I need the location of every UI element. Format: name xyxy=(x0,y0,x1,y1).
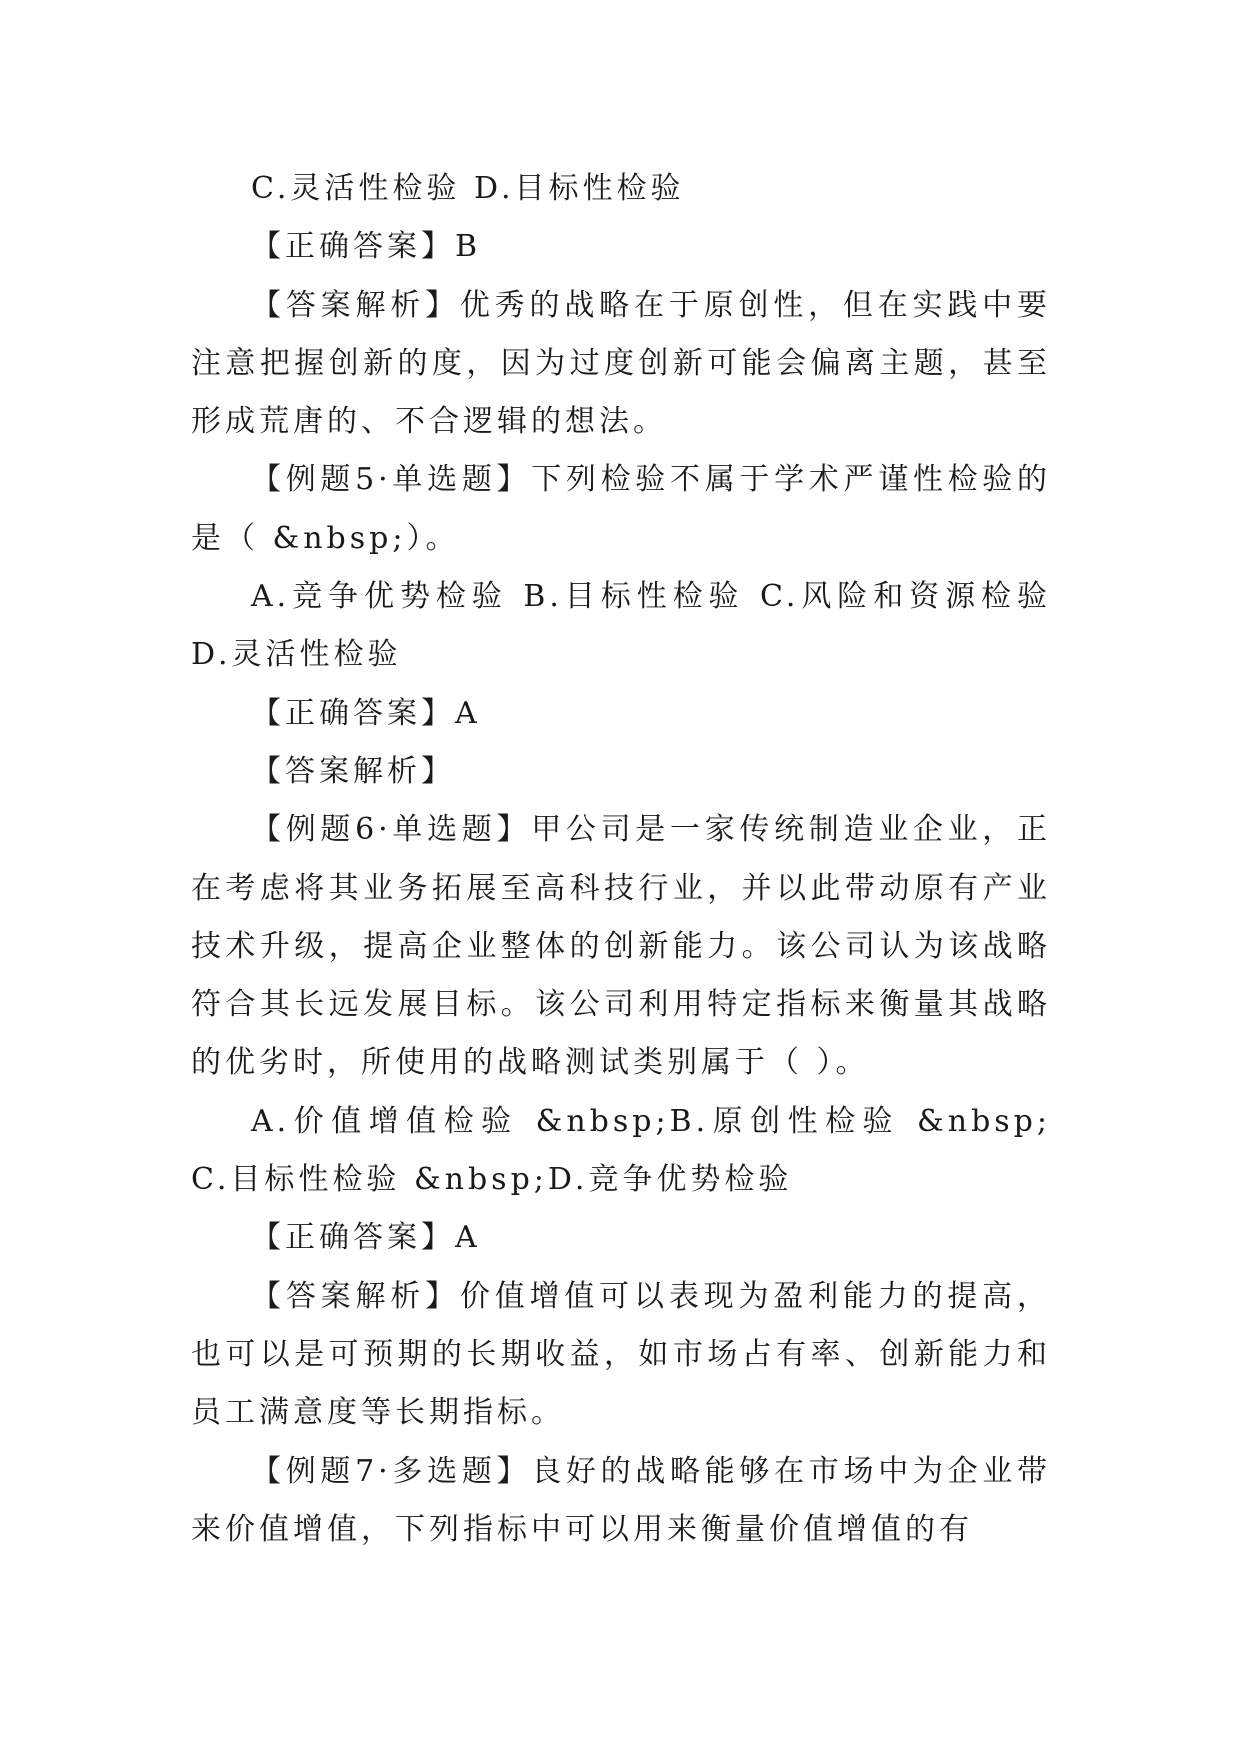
correct-answer-6: 【正确答案】A xyxy=(251,1220,481,1256)
options-5: A.竞争优势检验 B.目标性检验 C.风险和资源检验 D.灵活性检验 xyxy=(191,579,1051,673)
answer-analysis-6: 【答案解析】价值增值可以表现为盈利能力的提高，也可以是可预期的长期收益，如市场占有率、创新能力和员工满意度等长期指标。 xyxy=(191,1278,1051,1431)
document-body xyxy=(191,160,1051,1559)
answer-analysis-5: 【答案解析】 xyxy=(251,753,455,789)
question-7: 【例题7·多选题】良好的战略能够在市场中为企业带来价值增值，下列指标中可以用来衡量价值增值的有 xyxy=(191,1453,1051,1547)
answer-analysis-4: 【答案解析】优秀的战略在于原创性，但在实践中要注意把握创新的度，因为过度创新可能会偏离主题，甚至形成荒唐的、不合逻辑的想法。 xyxy=(191,287,1051,440)
correct-answer-5: 【正确答案】A xyxy=(251,695,481,731)
options-6: A.价值增值检验 &nbsp;B.原创性检验 &nbsp; C.目标性检验 &nbsp;D.竞争优势检验 xyxy=(191,1103,1051,1198)
question-6: 【例题6·单选题】甲公司是一家传统制造业企业，正在考虑将其业务拓展至高科技行业，并以此带动原有产业技术升级，提高企业整体的创新能力。该公司认为该战略符合其长远发展目标。该公司利用特定指标来衡量其战略的优劣时，所使用的战略测试类别属于（ ）。 xyxy=(191,812,1051,1081)
option-line-c-d: C.灵活性检验 D.目标性检验 xyxy=(251,171,685,206)
correct-answer-4: 【正确答案】B xyxy=(251,229,482,265)
question-5: 【例题5·单选题】下列检验不属于学术严谨性检验的是（ &nbsp;）。 xyxy=(191,462,1051,556)
